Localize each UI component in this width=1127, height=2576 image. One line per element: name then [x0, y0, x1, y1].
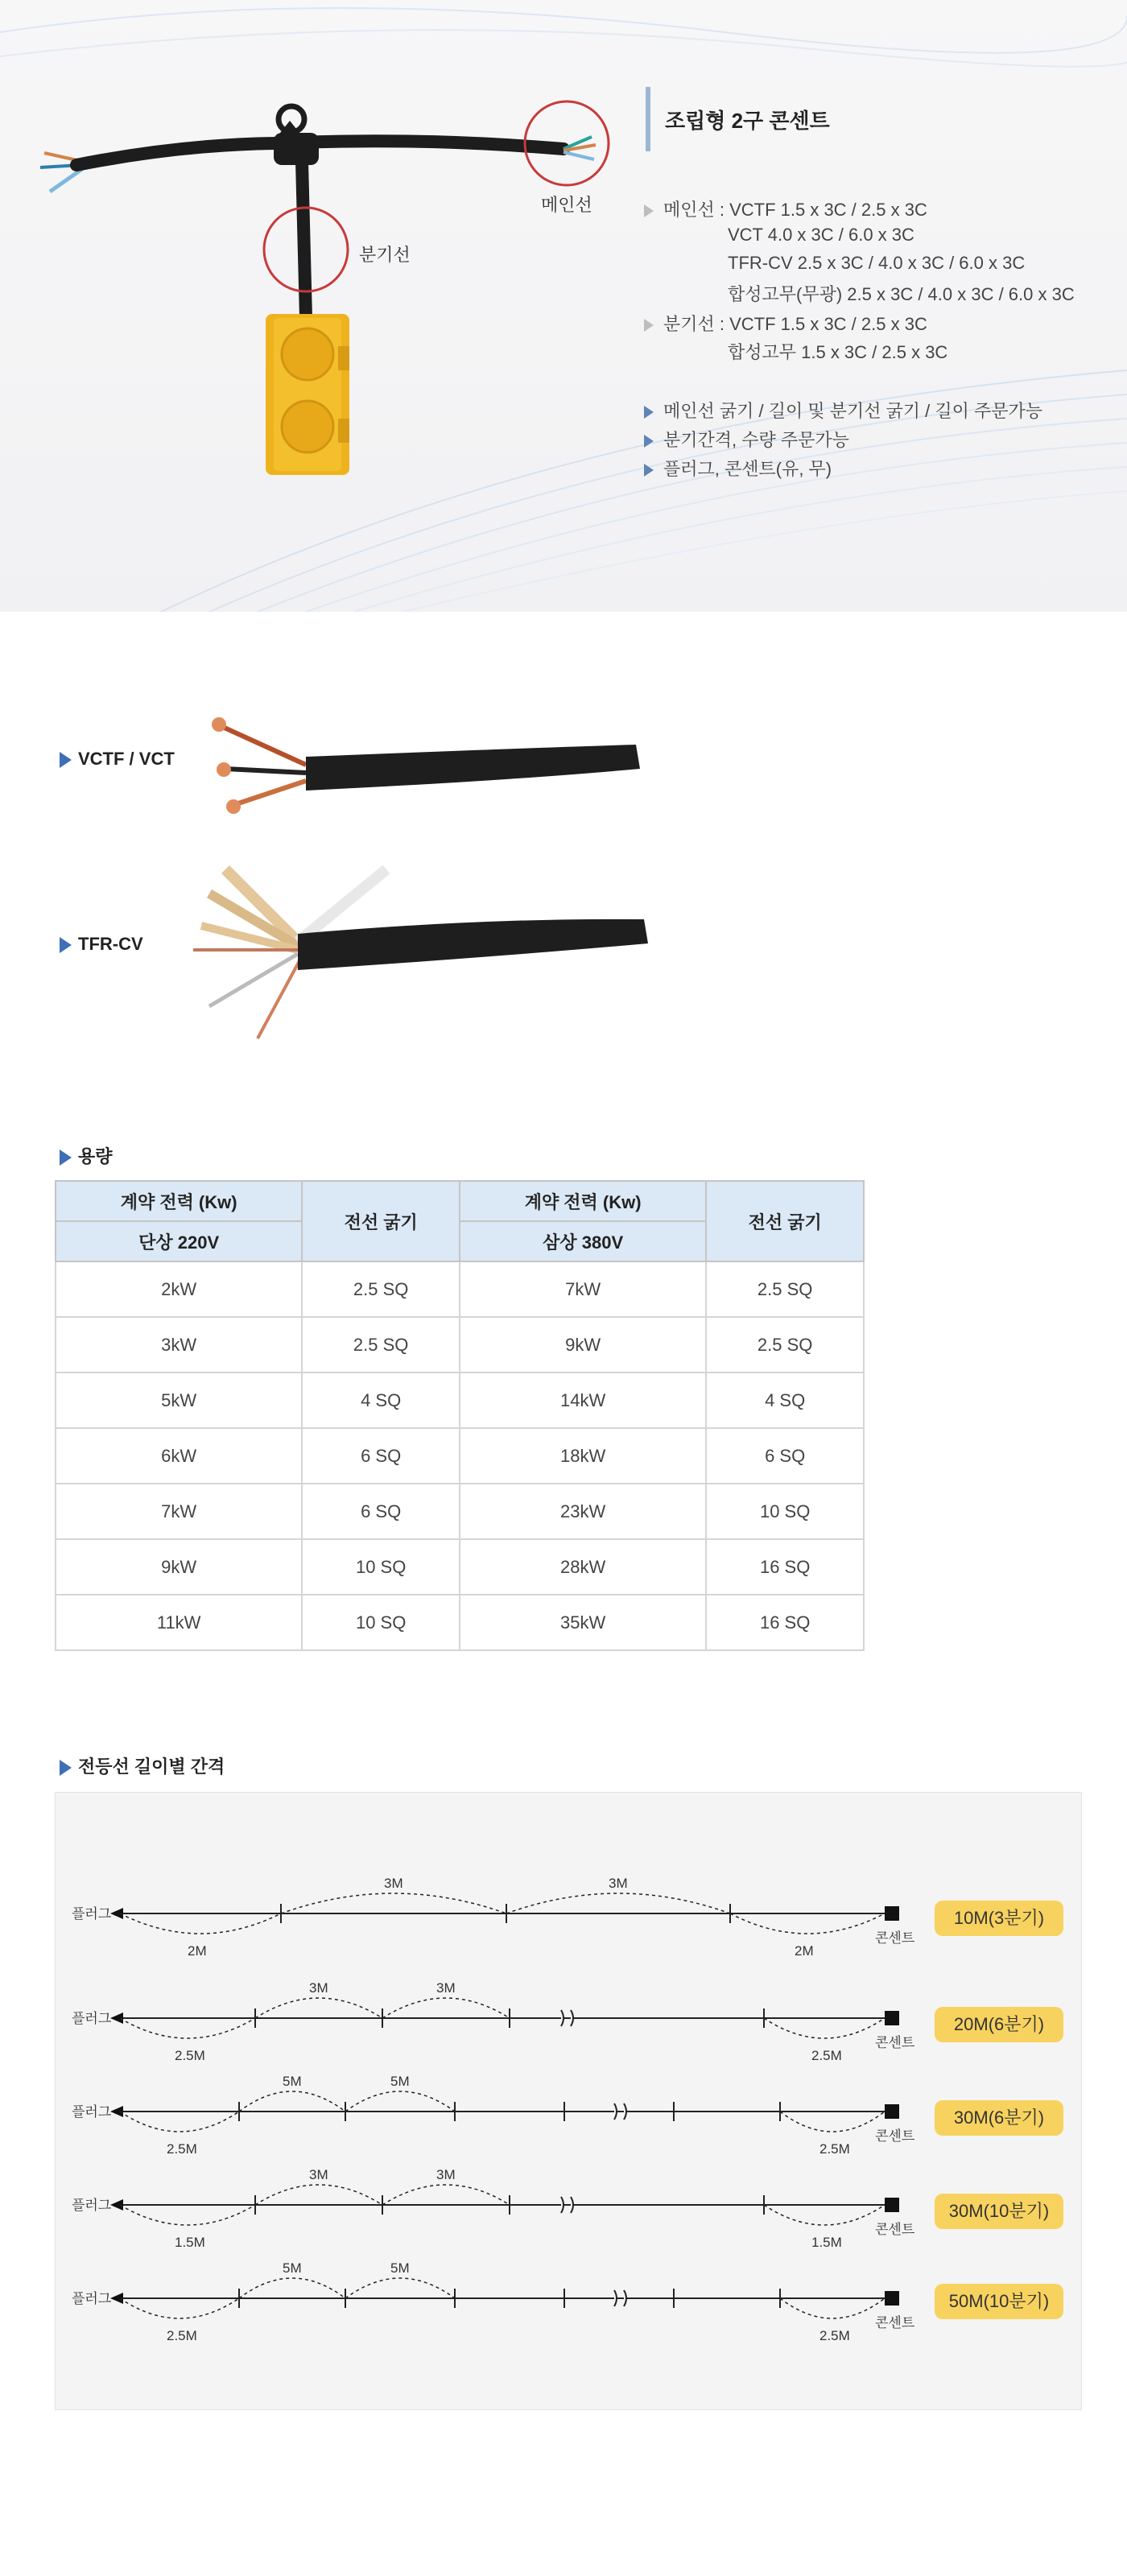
table-row [56, 1595, 864, 1650]
end-spacing-label: 1.5M [811, 2235, 842, 2250]
plug-arrow-icon [110, 2013, 123, 2024]
end-spacing-label: 2.5M [167, 2328, 197, 2343]
table-cell: 2kW [56, 1261, 302, 1317]
end-spacing-label: 2.5M [819, 2141, 850, 2157]
table-cell: 2.5 SQ [302, 1317, 460, 1373]
mid-spacing-arc [345, 2091, 455, 2112]
end-spacing-arc [120, 1913, 281, 1934]
table-cell: 4 SQ [302, 1373, 460, 1428]
product-image [0, 0, 644, 612]
end-spacing-label: 2.5M [175, 2048, 205, 2063]
table-cell: 5kW [56, 1373, 302, 1428]
outlet-label: 콘센트 [875, 1930, 915, 1946]
table-cell: 14kW [460, 1373, 706, 1428]
capacity-table [55, 1180, 865, 1651]
table-row [56, 1428, 864, 1484]
mid-spacing-label: 3M [609, 1876, 628, 1891]
table-cell: 16 SQ [706, 1539, 864, 1595]
length-badge: 30M(10분기) [935, 2194, 1063, 2229]
header-thickness-1: 전선 굵기 [302, 1181, 460, 1261]
table-cell: 10 SQ [302, 1539, 460, 1595]
spacing-diagram-svg [56, 1793, 1081, 2409]
mid-spacing-label: 5M [283, 2074, 302, 2089]
blue-triangle-icon [60, 752, 72, 768]
outlet-label: 콘센트 [875, 2315, 915, 2330]
table-row [56, 1373, 864, 1428]
capacity-section-title: 용량 [60, 1143, 113, 1168]
table-cell: 2.5 SQ [706, 1317, 864, 1373]
blue-triangle-icon [60, 1150, 72, 1166]
plug-label: 플러그 [72, 2291, 112, 2306]
table-cell: 23kW [460, 1484, 706, 1539]
outlet-square-icon [885, 1906, 899, 1921]
table-row [56, 1539, 864, 1595]
plug-arrow-icon [110, 2106, 123, 2117]
hero-section [0, 0, 1127, 612]
end-spacing-arc [120, 2298, 239, 2318]
end-spacing-label: 2.5M [811, 2048, 842, 2063]
table-cell: 9kW [460, 1317, 706, 1373]
table-cell: 18kW [460, 1428, 706, 1484]
table-cell: 6 SQ [706, 1428, 864, 1484]
table-cell: 10 SQ [302, 1595, 460, 1650]
triangle-bullet-icon [644, 204, 654, 217]
outlet-label: 콘센트 [875, 2035, 915, 2050]
blue-triangle-icon [644, 406, 654, 419]
table-cell: 7kW [460, 1261, 706, 1317]
plug-label: 플러그 [72, 2198, 112, 2213]
end-spacing-arc [764, 2205, 885, 2225]
header-power-single: 계약 전력 (Kw) [56, 1181, 302, 1221]
tfrcv-cable-image [177, 853, 660, 1063]
table-cell: 7kW [56, 1484, 302, 1539]
mid-spacing-label: 3M [309, 1980, 328, 1996]
table-row [56, 1261, 864, 1317]
table-cell: 10 SQ [706, 1484, 864, 1539]
header-three-phase: 삼상 380V [460, 1221, 706, 1261]
spec-line-4: 합성고무(무광) 2.5 x 3C / 4.0 x 3C / 6.0 x 3C [728, 284, 1075, 304]
vctf-cable-image [201, 700, 668, 829]
header-power-three: 계약 전력 (Kw) [460, 1181, 706, 1221]
table-row [56, 1484, 864, 1539]
end-spacing-arc [730, 1913, 885, 1934]
table-cell: 16 SQ [706, 1595, 864, 1650]
mid-spacing-label: 3M [436, 1980, 456, 1996]
mid-spacing-label: 5M [283, 2260, 302, 2276]
mid-spacing-arc [239, 2278, 345, 2298]
outlet-square-icon [885, 2011, 899, 2025]
blue-triangle-icon [60, 937, 72, 953]
branch-line-label: 분기선 [359, 245, 411, 265]
length-badge: 20M(6분기) [935, 2007, 1063, 2042]
length-badge: 10M(3분기) [935, 1901, 1063, 1936]
table-cell: 28kW [460, 1539, 706, 1595]
end-spacing-label: 2.5M [167, 2141, 197, 2157]
mid-spacing-arc [255, 2185, 382, 2205]
mid-spacing-arc [239, 2091, 345, 2112]
end-spacing-arc [120, 2205, 255, 2225]
blue-triangle-icon [644, 464, 654, 477]
spacing-section-title: 전등선 길이별 간격 [60, 1753, 225, 1778]
mid-spacing-label: 3M [436, 2167, 456, 2182]
mid-spacing-label: 5M [390, 2260, 410, 2276]
table-row [56, 1317, 864, 1373]
mid-spacing-arc [506, 1893, 730, 1913]
mid-spacing-arc [281, 1893, 506, 1913]
spacing-diagram [55, 1792, 1082, 2410]
feature-line-2: 분기간격, 수량 주문가능 [644, 427, 849, 452]
end-spacing-arc [780, 2298, 885, 2318]
spec-line-2: VCT 4.0 x 3C / 6.0 x 3C [728, 225, 914, 245]
table-cell: 6 SQ [302, 1484, 460, 1539]
header-thickness-2: 전선 굵기 [706, 1181, 864, 1261]
plug-label: 플러그 [72, 1906, 112, 1922]
table-cell: 4 SQ [706, 1373, 864, 1428]
end-spacing-label: 2M [188, 1943, 207, 1959]
mid-spacing-label: 3M [384, 1876, 403, 1891]
blue-triangle-icon [644, 435, 654, 448]
table-cell: 2.5 SQ [302, 1261, 460, 1317]
plug-label: 플러그 [72, 2104, 112, 2120]
cable-label-tfrcv: TFR-CV [60, 934, 143, 955]
table-cell: 3kW [56, 1317, 302, 1373]
main-line-label: 메인선 [541, 195, 592, 215]
spec-line-3: TFR-CV 2.5 x 3C / 4.0 x 3C / 6.0 x 3C [728, 253, 1026, 273]
table-cell: 2.5 SQ [706, 1261, 864, 1317]
mid-spacing-arc [255, 1998, 382, 2018]
end-spacing-label: 2.5M [819, 2328, 850, 2343]
plug-arrow-icon [110, 2293, 123, 2304]
mid-spacing-arc [382, 1998, 510, 2018]
end-spacing-label: 2M [795, 1943, 814, 1959]
plug-label: 플러그 [72, 2011, 112, 2026]
outlet-square-icon [885, 2104, 899, 2119]
triangle-bullet-icon [644, 319, 654, 332]
mid-spacing-label: 5M [390, 2074, 410, 2089]
product-title: 조립형 2구 콘센트 [665, 109, 830, 133]
table-cell: 11kW [56, 1595, 302, 1650]
mid-spacing-label: 3M [309, 2167, 328, 2182]
end-spacing-arc [120, 2112, 239, 2132]
end-spacing-arc [120, 2018, 255, 2038]
spec-line-6: 합성고무 1.5 x 3C / 2.5 x 3C [728, 342, 948, 362]
feature-line-3: 플러그, 콘센트(유, 무) [644, 456, 832, 481]
feature-line-1: 메인선 굵기 / 길이 및 분기선 굵기 / 길이 주문가능 [644, 398, 1042, 423]
cable-label-vctf: VCTF / VCT [60, 749, 175, 770]
end-spacing-arc [764, 2018, 885, 2038]
outlet-square-icon [885, 2291, 899, 2306]
table-cell: 9kW [56, 1539, 302, 1595]
outlet-label: 콘센트 [875, 2222, 915, 2237]
outlet-label: 콘센트 [875, 2128, 915, 2144]
outlet-square-icon [885, 2198, 899, 2212]
table-cell: 6kW [56, 1428, 302, 1484]
spec-line-1: 메인선 : VCTF 1.5 x 3C / 2.5 x 3C [644, 196, 927, 221]
table-cell: 6 SQ [302, 1428, 460, 1484]
mid-spacing-arc [345, 2278, 455, 2298]
end-spacing-label: 1.5M [175, 2235, 205, 2250]
mid-spacing-arc [382, 2185, 510, 2205]
plug-arrow-icon [110, 2199, 123, 2211]
length-badge: 50M(10분기) [935, 2284, 1063, 2319]
blue-triangle-icon [60, 1760, 72, 1776]
length-badge: 30M(6분기) [935, 2100, 1063, 2136]
end-spacing-arc [780, 2112, 885, 2132]
table-cell: 35kW [460, 1595, 706, 1650]
title-accent-bar [646, 87, 650, 151]
spec-line-5: 분기선 : VCTF 1.5 x 3C / 2.5 x 3C [644, 311, 927, 336]
header-single-phase: 단상 220V [56, 1221, 302, 1261]
